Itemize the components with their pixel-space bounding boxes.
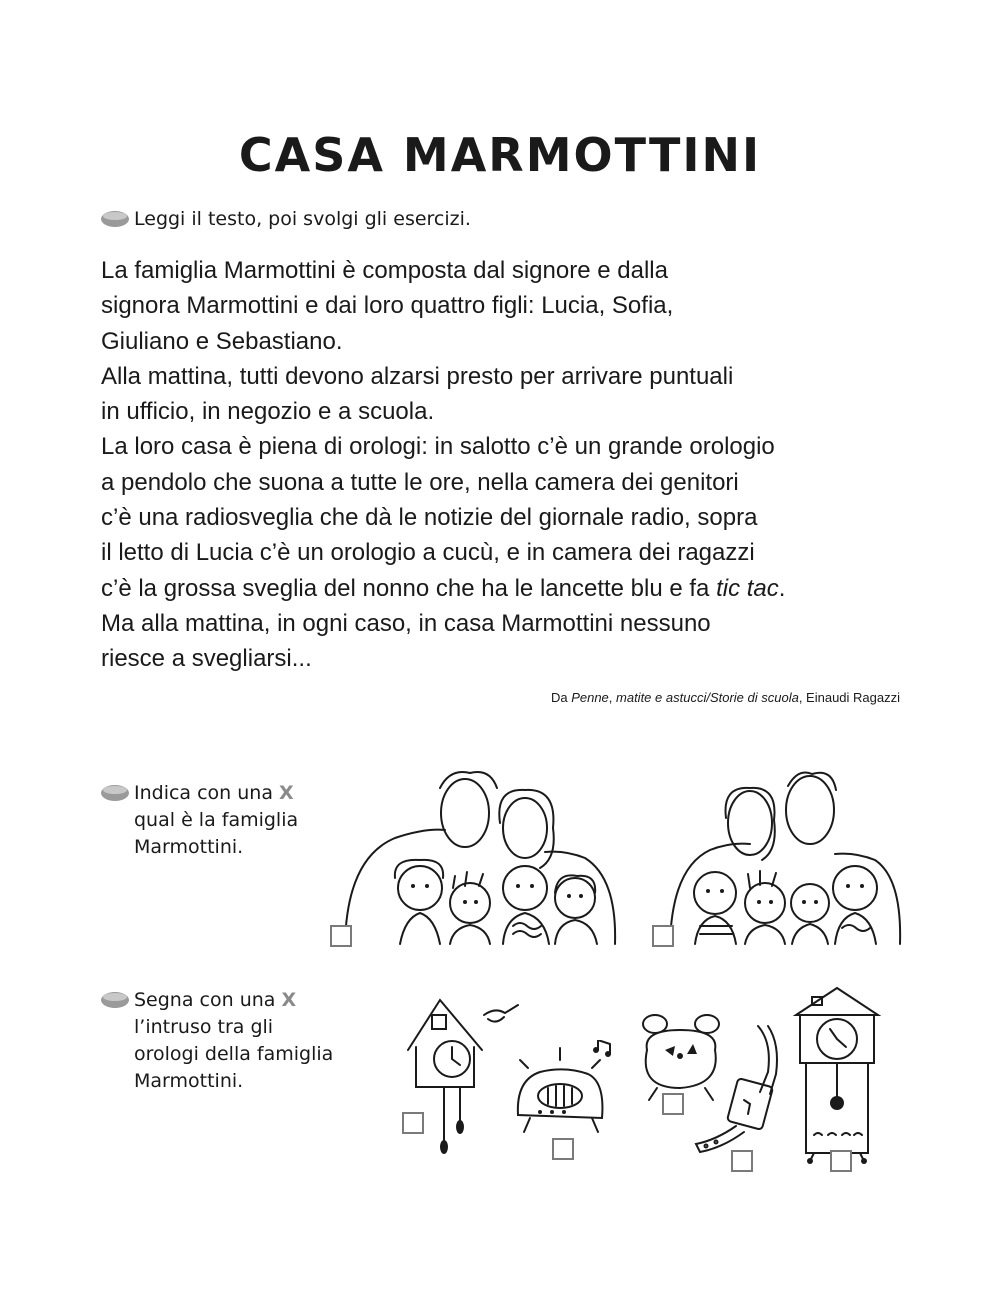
story-line: La loro casa è piena di orologi: in salotto c’è un grande orologio (101, 433, 775, 461)
x-mark-icon: X (279, 782, 294, 804)
story-text-segment: c’è la grossa sveglia del nonno che ha le lancette blu e fa (101, 574, 717, 602)
exercise2-text: orologi della famiglia (134, 1043, 334, 1065)
exercise2-text: Marmottini. (134, 1070, 244, 1092)
story-line: Alla mattina, tutti devono alzarsi presto per arrivare puntuali (101, 362, 734, 390)
story-line: c’è una radiosveglia che dà le notizie del giornale radio, sopra (101, 504, 758, 532)
story-line: Giuliano e Sebastiano. (101, 327, 343, 355)
family-illustration-a (335, 768, 625, 946)
credit-publisher: , Einaudi Ragazzi (798, 690, 900, 705)
intro-instruction: Leggi il testo, poi svolgi gli esercizi. (134, 208, 471, 230)
family-illustration-b (660, 768, 905, 946)
story-line: signora Marmottini e dai loro quattro figli: Lucia, Sofia, (101, 292, 674, 320)
exercise1-text: Marmottini. (134, 836, 244, 858)
story-line: La famiglia Marmottini è composta dal signore e dalla (101, 257, 668, 284)
story-line (101, 571, 931, 606)
pendulum-clock-checkbox[interactable] (830, 1150, 852, 1172)
story-line: riesce a svegliarsi... (101, 645, 312, 673)
page-title: CASA MARMOTTINI (238, 128, 762, 182)
credit-title: Penne (571, 690, 609, 705)
story-line: in ufficio, in negozio e a scuola. (101, 398, 435, 426)
story-text-segment: . (778, 574, 786, 602)
wrist-watch-checkbox[interactable] (731, 1150, 753, 1172)
radio-alarm-illustration (510, 1040, 620, 1140)
exercise2-text: Segna con una (134, 989, 276, 1011)
bullet-icon (100, 209, 130, 229)
story-text (101, 253, 931, 677)
alarm-clock-checkbox[interactable] (662, 1093, 684, 1115)
credit-separator: , (608, 690, 617, 705)
story-line: a pendolo che suona a tutte le ore, nella camera dei genitori (101, 468, 739, 496)
story-line: Ma alla mattina, in ogni caso, in casa Marmottini nessuno (101, 609, 711, 637)
story-italic: tic tac (716, 574, 779, 602)
source-credit (551, 690, 900, 705)
pendulum-clock-illustration (792, 985, 882, 1165)
exercise1-text: qual è la famiglia (134, 809, 299, 831)
bullet-icon (100, 783, 130, 803)
bullet-icon (100, 990, 130, 1010)
x-mark-icon: X (281, 989, 297, 1011)
credit-prefix: Da (550, 690, 572, 705)
family-b-checkbox[interactable] (652, 925, 674, 947)
story-line: il letto di Lucia c’è un orologio a cucù, e in camera dei ragazzi (101, 539, 755, 567)
credit-title: matite e astucci/Storie di scuola (616, 690, 799, 705)
radio-alarm-checkbox[interactable] (552, 1138, 574, 1160)
family-a-checkbox[interactable] (330, 925, 352, 947)
cuckoo-clock-checkbox[interactable] (402, 1112, 424, 1134)
exercise2-text: l’intruso tra gli (134, 1016, 274, 1038)
wrist-watch-illustration (688, 1022, 783, 1157)
exercise1-instruction (134, 780, 298, 861)
exercise2-instruction (134, 987, 333, 1095)
exercise1-text: Indica con una (134, 782, 273, 804)
